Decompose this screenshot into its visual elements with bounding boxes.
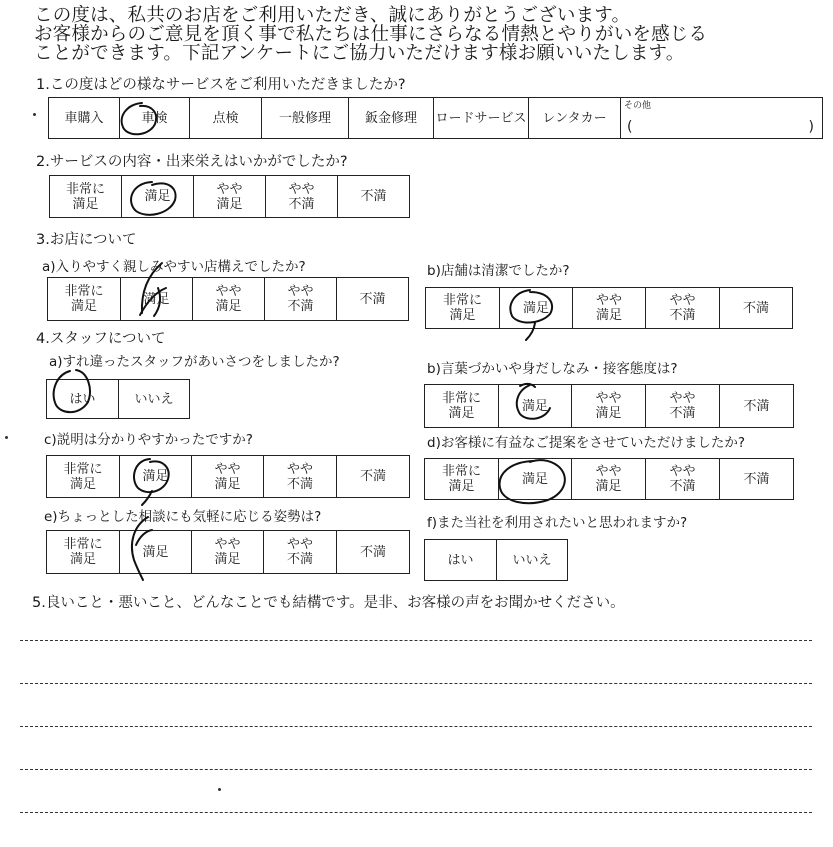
comment-line-5[interactable] [20, 812, 812, 813]
stray-dot [5, 436, 8, 439]
rating-satisfied[interactable]: 満足 [121, 278, 193, 320]
comment-line-2[interactable] [20, 683, 812, 684]
rating-very-satisfied[interactable]: 非常に 満足 [50, 176, 122, 217]
option-sheet-metal[interactable]: 鈑金修理 [349, 98, 434, 138]
intro-line-3: ことができます。下記アンケートにご協力いただけます様お願いいたします。 [34, 43, 685, 64]
other-label: その他 [624, 101, 652, 111]
q4a-yesno [46, 379, 190, 419]
q3a-rating [47, 277, 409, 321]
rating-satisfied[interactable]: 満足 [120, 456, 192, 497]
option-road-service[interactable]: ロードサービス [434, 98, 529, 138]
rating-dissatisfied[interactable]: 不満 [359, 291, 386, 307]
option-rental-car[interactable]: レンタカー [529, 98, 621, 138]
rating-somewhat-dissatisfied[interactable]: やや 不満 [646, 459, 720, 499]
q4b-question: b)言葉づかいや身だしなみ・接客態度は? [427, 361, 678, 377]
rating-very-satisfied[interactable]: 非常に 満足 [425, 385, 499, 427]
rating-somewhat-satisfied[interactable]: やや 満足 [573, 288, 646, 328]
q4d-rating [424, 458, 794, 500]
rating-satisfied[interactable]: 満足 [122, 176, 194, 217]
rating-satisfied[interactable]: 満足 [500, 288, 573, 328]
rating-somewhat-dissatisfied[interactable]: やや 不満 [264, 531, 337, 573]
q2-question: 2.サービスの内容・出来栄えはいかがでしたか? [36, 154, 348, 170]
q4e-question: e)ちょっとした相談にも気軽に応じる姿勢は? [44, 509, 322, 525]
answer-yes[interactable]: はい [425, 540, 497, 580]
rating-very-satisfied[interactable]: 非常に 満足 [47, 531, 120, 573]
stray-dot [33, 113, 36, 116]
stray-dot [218, 788, 221, 791]
option-shaken[interactable]: 車検 [120, 98, 190, 138]
rating-very-satisfied[interactable]: 非常に 満足 [48, 278, 121, 320]
rating-dissatisfied[interactable]: 不満 [743, 471, 770, 487]
q4a-question: a)すれ違ったスタッフがあいさつをしましたか? [49, 354, 340, 370]
comment-line-3[interactable] [20, 726, 812, 727]
q4f-yesno [424, 539, 568, 581]
rating-dissatisfied[interactable]: 不満 [359, 469, 386, 484]
rating-very-satisfied[interactable]: 非常に 満足 [47, 456, 120, 497]
rating-somewhat-dissatisfied[interactable]: やや 不満 [646, 288, 720, 328]
rating-somewhat-satisfied[interactable]: やや 満足 [572, 385, 646, 427]
rating-somewhat-satisfied[interactable]: やや 満足 [193, 278, 265, 320]
option-other[interactable]: その他 ( ) [624, 101, 814, 135]
q3b-rating [425, 287, 793, 329]
rating-dissatisfied[interactable]: 不満 [742, 300, 769, 316]
intro-line-1: この度は、私共のお店をご利用いただき、誠にありがとうございます。 [34, 5, 631, 26]
rating-somewhat-satisfied[interactable]: やや 満足 [192, 456, 264, 497]
rating-somewhat-dissatisfied[interactable]: やや 不満 [264, 456, 337, 497]
q3a-question: a)入りやすく親しみやすい店構えでしたか? [42, 259, 306, 275]
q4e-rating [46, 530, 410, 574]
q3b-question: b)店舗は清潔でしたか? [427, 263, 570, 279]
rating-dissatisfied[interactable]: 不満 [359, 544, 386, 560]
option-car-purchase[interactable]: 車購入 [49, 98, 120, 138]
intro-text [34, 6, 707, 63]
answer-no[interactable]: いいえ [134, 391, 174, 407]
q1-service-options [48, 97, 823, 139]
q2-rating [49, 175, 410, 218]
rating-very-satisfied[interactable]: 非常に 満足 [426, 288, 500, 328]
rating-somewhat-dissatisfied[interactable]: やや 不満 [266, 176, 338, 217]
rating-satisfied[interactable]: 満足 [499, 385, 572, 427]
rating-somewhat-satisfied[interactable]: やや 満足 [192, 531, 264, 573]
comment-line-4[interactable] [20, 769, 812, 770]
answer-no[interactable]: いいえ [512, 552, 552, 568]
q4f-question: f)また当社を利用されたいと思われますか? [427, 515, 688, 531]
rating-dissatisfied[interactable]: 不満 [743, 398, 770, 414]
q4b-rating [424, 384, 794, 428]
answer-yes[interactable]: はい [47, 380, 119, 418]
comment-line-1[interactable] [20, 640, 812, 641]
q4-question: 4.スタッフについて [36, 331, 166, 347]
rating-very-satisfied[interactable]: 非常に 満足 [425, 459, 499, 499]
rating-somewhat-satisfied[interactable]: やや 満足 [572, 459, 646, 499]
option-general-repair[interactable]: 一般修理 [262, 98, 349, 138]
rating-dissatisfied[interactable]: 不満 [360, 189, 387, 204]
q1-question: 1.この度はどの様なサービスをご利用いただきましたか? [36, 77, 406, 93]
q5-question: 5.良いこと・悪いこと、どんなことでも結構です。是非、お客様の声をお聞かせください。 [32, 595, 625, 611]
q3-question: 3.お店について [36, 232, 137, 248]
q4c-question: c)説明は分かりやすかったですか? [44, 432, 253, 448]
rating-satisfied[interactable]: 満足 [499, 459, 572, 499]
rating-somewhat-dissatisfied[interactable]: やや 不満 [265, 278, 337, 320]
option-inspection[interactable]: 点検 [190, 98, 262, 138]
q4d-question: d)お客様に有益なご提案をさせていただけましたか? [427, 435, 746, 451]
rating-somewhat-dissatisfied[interactable]: やや 不満 [646, 385, 720, 427]
q4c-rating [46, 455, 410, 498]
rating-satisfied[interactable]: 満足 [120, 531, 192, 573]
intro-line-2: お客様からのご意見を頂く事で私たちは仕事にさらなる情熱とやりがいを感じる [34, 24, 708, 45]
rating-somewhat-satisfied[interactable]: やや 満足 [194, 176, 266, 217]
